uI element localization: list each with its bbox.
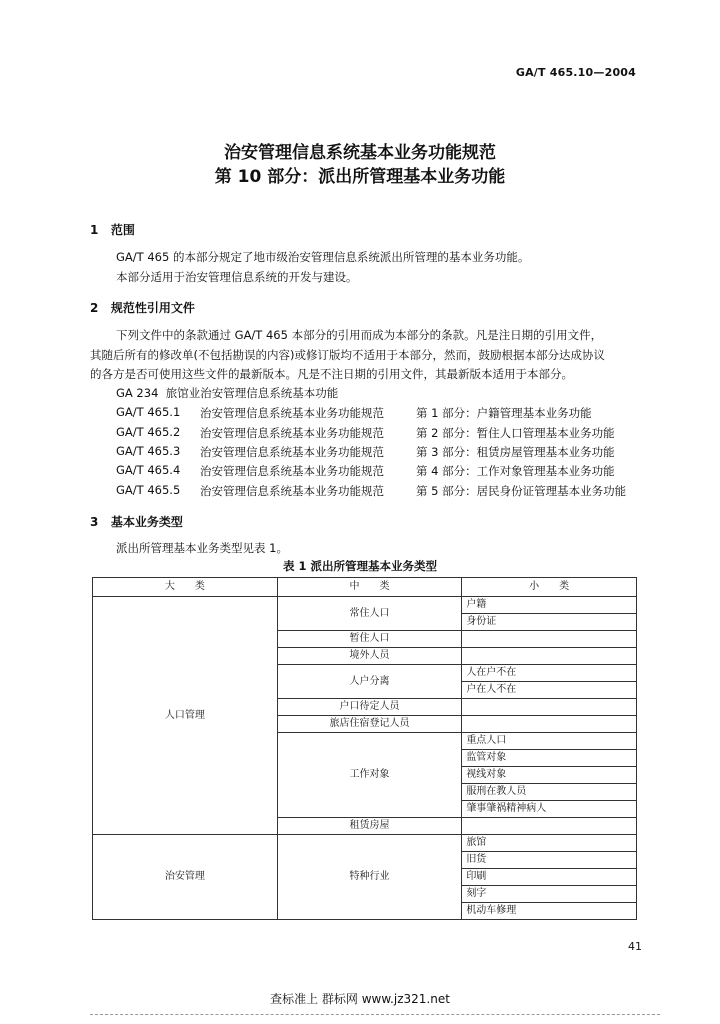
section-2-para-line: 其随后所有的修改单(不包括勘误的内容)或修订版均不适用于本部分，然而，鼓励根据本部分达成协议 bbox=[90, 348, 605, 362]
bottom-divider bbox=[90, 1014, 660, 1015]
category-cell: 治安管理 bbox=[93, 835, 278, 920]
minor-cell: 刻字 bbox=[462, 886, 637, 903]
section-title: 规范性引用文件 bbox=[110, 301, 195, 315]
middle-cell: 暂住人口 bbox=[277, 631, 462, 648]
section-number: 1 bbox=[90, 223, 99, 237]
reference-code: GA/T 465.1 bbox=[116, 405, 181, 419]
table-caption: 表 1 派出所管理基本业务类型 bbox=[282, 559, 437, 573]
reference-code: GA/T 465.4 bbox=[116, 463, 181, 477]
section-title: 基本业务类型 bbox=[110, 515, 183, 529]
doc-title-line1: 治安管理信息系统基本业务功能规范 bbox=[224, 143, 496, 163]
table-row bbox=[93, 597, 637, 614]
footer-watermark[interactable]: 查标准上 群标网 www.jz321.net bbox=[270, 992, 450, 1006]
reference-code: GA/T 465.2 bbox=[116, 425, 181, 439]
doc-title-line2: 第 10 部分：派出所管理基本业务功能 bbox=[214, 167, 506, 187]
middle-cell: 旅店住宿登记人员 bbox=[277, 716, 462, 733]
reference-part: 第 4 部分：工作对象管理基本业务功能 bbox=[416, 464, 615, 478]
middle-cell: 工作对象 bbox=[277, 733, 462, 818]
reference-part: 第 3 部分：租赁房屋管理基本业务功能 bbox=[416, 445, 615, 459]
reference-item bbox=[116, 483, 180, 497]
middle-cell: 特种行业 bbox=[277, 835, 462, 920]
middle-cell: 户口待定人员 bbox=[277, 699, 462, 716]
reference-item bbox=[116, 444, 180, 458]
section-2-heading bbox=[90, 299, 195, 316]
middle-cell: 境外人员 bbox=[277, 648, 462, 665]
reference-code: GA/T 465.3 bbox=[116, 444, 181, 458]
table-header-row bbox=[93, 578, 637, 597]
business-type-table bbox=[92, 577, 637, 920]
reference-code: GA/T 465.5 bbox=[116, 483, 181, 497]
minor-cell: 监管对象 bbox=[462, 750, 637, 767]
section-1-para-1: GA/T 465 的本部分规定了地市级治安管理信息系统派出所管理的基本业务功能。 bbox=[116, 250, 530, 264]
section-2-para-line: 下列文件中的条款通过 GA/T 465 本部分的引用而成为本部分的条款。凡是注日期的引用文件， bbox=[116, 328, 603, 342]
minor-cell-empty bbox=[462, 648, 637, 665]
minor-cell-empty bbox=[462, 818, 637, 835]
minor-cell: 人在户不在 bbox=[462, 665, 637, 682]
minor-cell: 户在人不在 bbox=[462, 682, 637, 699]
reference-item bbox=[116, 463, 180, 477]
section-3-heading bbox=[90, 513, 183, 530]
page-number: 41 bbox=[628, 940, 642, 953]
reference-item bbox=[116, 425, 180, 439]
middle-cell: 常住人口 bbox=[277, 597, 462, 631]
section-number: 3 bbox=[90, 515, 99, 529]
section-title: 范围 bbox=[110, 223, 135, 237]
minor-cell: 视线对象 bbox=[462, 767, 637, 784]
minor-cell: 肇事肇祸精神病人 bbox=[462, 801, 637, 818]
section-number: 2 bbox=[90, 301, 99, 315]
header-major-category: 大 类 bbox=[93, 578, 278, 597]
minor-cell-empty bbox=[462, 631, 637, 648]
reference-name: 治安管理信息系统基本业务功能规范 bbox=[200, 426, 384, 440]
header-middle-category: 中 类 bbox=[277, 578, 462, 597]
minor-cell-empty bbox=[462, 699, 637, 716]
standard-number: GA/T 465.10—2004 bbox=[515, 66, 636, 79]
table-row bbox=[93, 835, 637, 852]
minor-cell: 旅馆 bbox=[462, 835, 637, 852]
reference-item bbox=[116, 385, 338, 401]
minor-cell: 旧货 bbox=[462, 852, 637, 869]
reference-name: 治安管理信息系统基本业务功能规范 bbox=[200, 445, 384, 459]
minor-cell: 重点人口 bbox=[462, 733, 637, 750]
middle-cell: 租赁房屋 bbox=[277, 818, 462, 835]
reference-part: 第 5 部分：居民身份证管理基本业务功能 bbox=[416, 484, 627, 498]
section-2-para-line: 的各方是否可使用这些文件的最新版本。凡是不注日期的引用文件，其最新版本适用于本部分。 bbox=[90, 367, 573, 381]
reference-name: 治安管理信息系统基本业务功能规范 bbox=[200, 464, 384, 478]
minor-cell: 服刑在教人员 bbox=[462, 784, 637, 801]
middle-cell: 人户分离 bbox=[277, 665, 462, 699]
minor-cell: 机动车修理 bbox=[462, 903, 637, 920]
reference-name: 治安管理信息系统基本业务功能规范 bbox=[200, 484, 384, 498]
minor-cell: 身份证 bbox=[462, 614, 637, 631]
minor-cell-empty bbox=[462, 716, 637, 733]
header-minor-category: 小 类 bbox=[462, 578, 637, 597]
reference-part: 第 2 部分：暂住人口管理基本业务功能 bbox=[416, 426, 615, 440]
reference-part: 第 1 部分：户籍管理基本业务功能 bbox=[416, 406, 592, 420]
section-1-para-2: 本部分适用于治安管理信息系统的开发与建设。 bbox=[116, 270, 358, 284]
minor-cell: 户籍 bbox=[462, 597, 637, 614]
minor-cell: 印刷 bbox=[462, 869, 637, 886]
reference-name: 治安管理信息系统基本业务功能规范 bbox=[200, 406, 384, 420]
category-cell: 人口管理 bbox=[93, 597, 278, 835]
section-1-heading bbox=[90, 221, 135, 238]
reference-item bbox=[116, 405, 180, 419]
reference-name: 旅馆业治安管理信息系统基本功能 bbox=[165, 386, 339, 400]
section-3-para-1: 派出所管理基本业务类型见表 1。 bbox=[116, 541, 288, 555]
reference-code: GA 234 bbox=[116, 386, 159, 400]
